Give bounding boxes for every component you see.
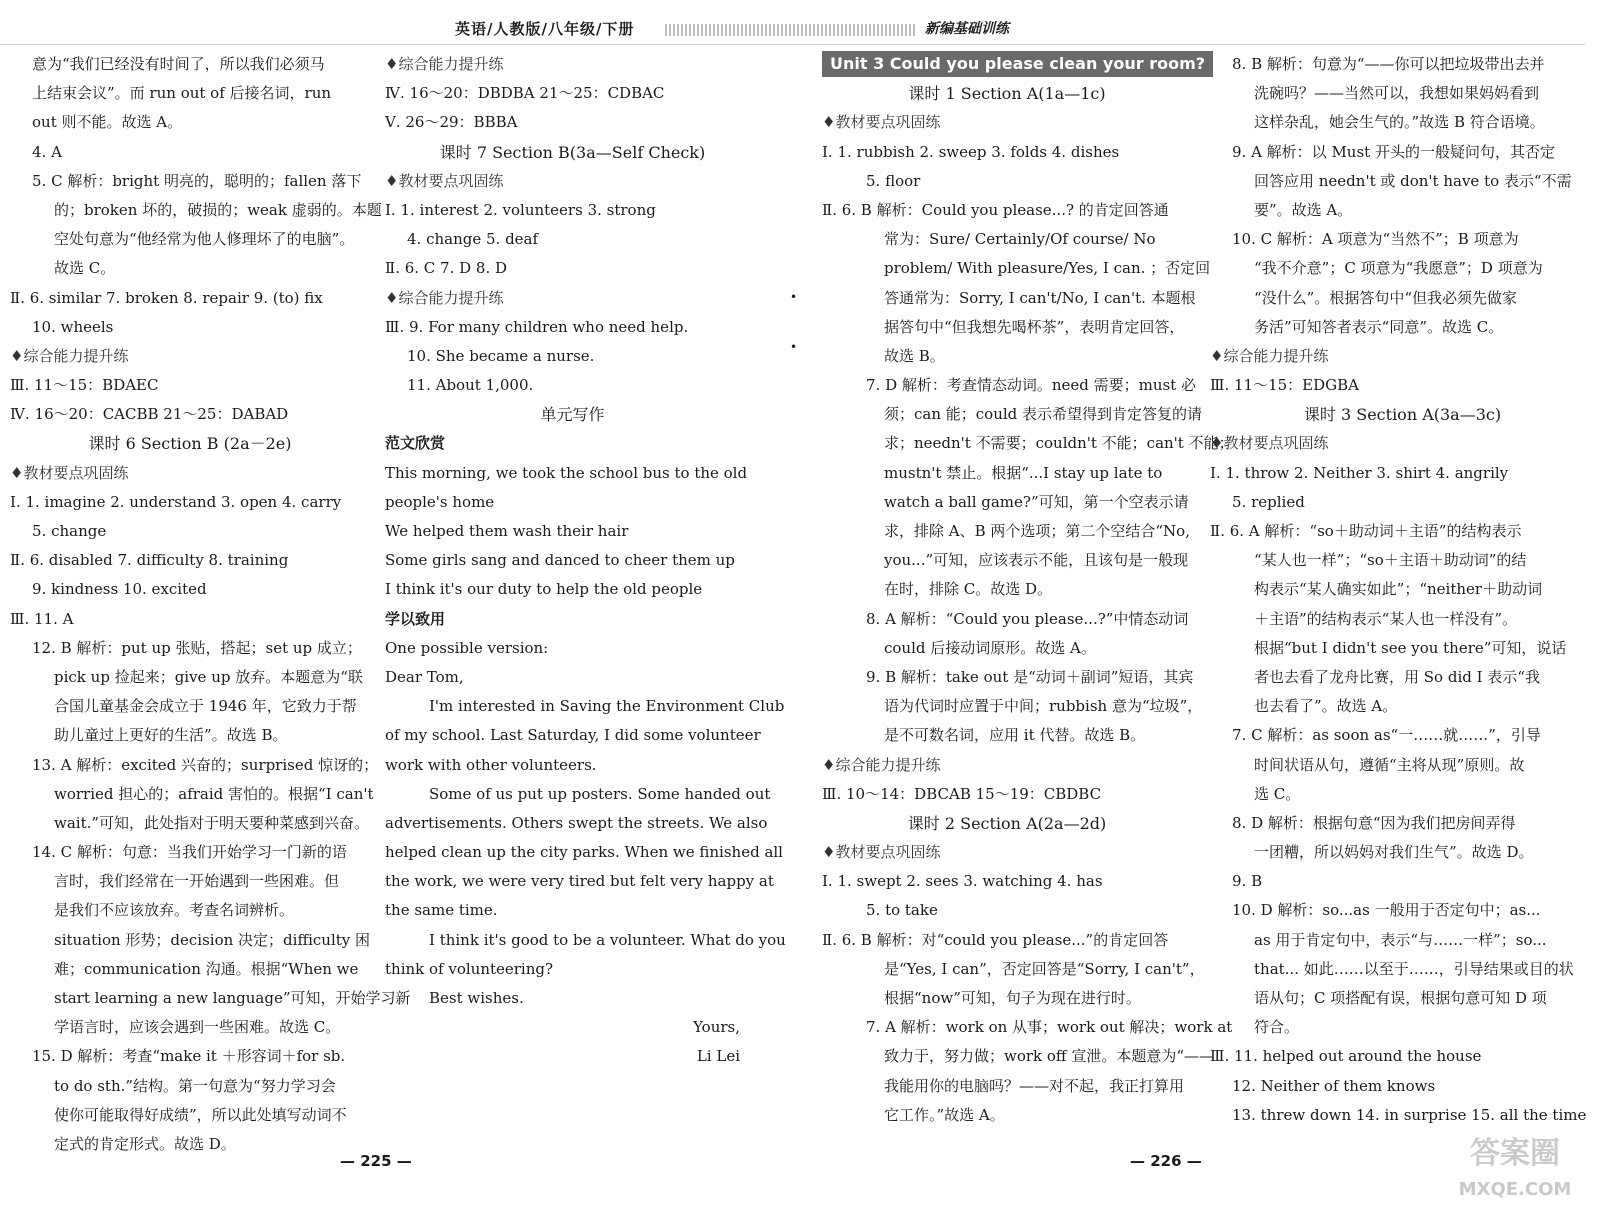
answer-line: ♦教材要点巩固练 xyxy=(822,113,941,132)
answer-line: could 后接动词原形。故选 A。 xyxy=(884,638,1096,657)
answer-line: Ⅲ. 11～15：BDAEC xyxy=(10,376,159,395)
column-1 xyxy=(10,50,411,1159)
answer-line: 9. B xyxy=(1232,872,1263,891)
answer-line: that... 如此……以至于……，引导结果或目的状 xyxy=(1254,959,1574,978)
scan-dot: • xyxy=(790,290,798,304)
answer-line: Ⅲ. 10～14：DBCAB 15～19：CBDBC xyxy=(822,784,1102,803)
answer-line: 是我们不应该放弃。考查名词辨析。 xyxy=(54,901,295,920)
answer-line: 者也去看了龙舟比赛，用 So did I 表示“我 xyxy=(1254,667,1540,686)
answer-line: 学语言时，应该会遇到一些困难。故选 C。 xyxy=(54,1018,341,1037)
answer-line: 也去看了”。故选 A。 xyxy=(1254,697,1398,716)
answer-line: ♦综合能力提升练 xyxy=(1210,346,1329,365)
answer-line: 10. wheels xyxy=(32,317,114,336)
answer-line: 在时，排除 C。故选 D。 xyxy=(884,580,1053,599)
answer-line: 据答句中“但我想先喝杯茶”，表明肯定回答， xyxy=(884,317,1185,336)
answer-line: 5. C 解析：bright 明亮的，聪明的；fallen 落下 xyxy=(32,171,362,190)
answer-line: 定式的肯定形式。故选 D。 xyxy=(54,1134,236,1153)
answer-line: 10. C 解析：A 项意为“当然不”；B 项意为 xyxy=(1232,230,1519,249)
answer-line: of my school. Last Saturday, I did some volunteer xyxy=(385,726,761,745)
answer-line: 助儿童过上更好的生活”。故选 B。 xyxy=(54,726,288,745)
answer-line: 12. Neither of them knows xyxy=(1232,1076,1436,1095)
answer-line: I think it's good to be a volunteer. What do you xyxy=(429,930,786,949)
answer-line: 求，排除 A、B 两个选项；第二个空结合“No, xyxy=(884,522,1190,540)
answer-line: ♦综合能力提升练 xyxy=(385,288,504,307)
answer-line: Ⅳ. 16～20：DBDBA 21～25：CDBAC xyxy=(385,84,665,103)
answer-line: 时间状语从句，遵循“主将从现”原则。故 xyxy=(1254,755,1525,774)
answer-line: Ⅲ. 9. For many children who need help. xyxy=(385,317,689,336)
answer-line: 这样杂乱，她会生气的。”故选 B 符合语境。 xyxy=(1254,113,1545,132)
answer-line: 11. About 1,000. xyxy=(407,376,534,395)
answer-line: problem/ With pleasure/Yes, I can. ；否定回 xyxy=(884,259,1211,278)
answer-line: “没什么”。根据答句中“但我必须先做家 xyxy=(1254,288,1518,307)
answer-line: 13. A 解析：excited 兴奋的；surprised 惊讶的； xyxy=(32,755,379,774)
answer-line: ♦教材要点巩固练 xyxy=(10,463,129,482)
page-number-right: — 226 — xyxy=(1130,1152,1202,1170)
answer-line: out 则不能。故选 A。 xyxy=(32,113,183,132)
answer-line: Ⅱ. 6. disabled 7. difficulty 8. training xyxy=(10,551,289,570)
answer-line: 课时 6 Section B (2a－2e) xyxy=(88,434,292,454)
answer-line: 课时 3 Section A(3a—3c) xyxy=(1303,405,1502,425)
header-rule xyxy=(0,44,1585,45)
watermark-url: MXQE.COM xyxy=(1458,1179,1572,1200)
answer-line: 合国儿童基金会成立于 1946 年，它致力于帮 xyxy=(54,697,357,716)
answer-line: 4. A xyxy=(32,142,62,161)
answer-line: 的；broken 坏的，破损的；weak 虚弱的。本题 xyxy=(54,200,382,219)
answer-line: 根据“now”可知，句子为现在进行时。 xyxy=(884,989,1141,1007)
answer-line: 单元写作 xyxy=(540,405,605,425)
answer-line: 12. B 解析：put up 张贴，搭起；set up 成立； xyxy=(32,638,362,657)
answer-line: Ⅱ. 6. B 解析：Could you please...? 的肯定回答通 xyxy=(822,200,1169,219)
answer-line: 回答应用 needn't 或 don't have to 表示“不需 xyxy=(1254,171,1572,190)
answer-line: Ⅱ. 6. C 7. D 8. D xyxy=(385,259,508,278)
answer-line: 5. to take xyxy=(866,901,938,920)
answer-line: 是不可数名词，应用 it 代替。故选 B。 xyxy=(884,726,1146,745)
answer-line: advertisements. Others swept the streets. We also xyxy=(385,813,768,832)
answer-line: ♦教材要点巩固练 xyxy=(385,171,504,190)
answer-line: “某人也一样”；“so＋主语＋助动词”的结 xyxy=(1254,551,1527,570)
answer-line: 选 C。 xyxy=(1254,784,1301,803)
answer-line: 致力于，努力做；work off 宣泄。本题意为“—— xyxy=(884,1047,1215,1066)
answer-line: One possible version: xyxy=(385,638,549,657)
answer-line: 要”。故选 A。 xyxy=(1254,200,1353,219)
answer-line: Ⅰ. 1. swept 2. sees 3. watching 4. has xyxy=(822,872,1103,891)
answer-line: 符合。 xyxy=(1254,1018,1300,1037)
answer-line: 5. replied xyxy=(1232,492,1305,511)
answer-line: Ⅰ. 1. imagine 2. understand 3. open 4. carry xyxy=(10,492,342,511)
unit-title: Unit 3 Could you please clean your room? xyxy=(822,51,1213,77)
answer-line: 8. D 解析：根据句意“因为我们把房间弄得 xyxy=(1232,813,1516,832)
answer-line: 课时 1 Section A(1a—1c) xyxy=(908,84,1106,104)
answer-line: 须；can 能；could 表示希望得到肯定答复的请 xyxy=(884,405,1203,424)
answer-line: wait.”可知，此处指对于明天要种菜感到兴奋。 xyxy=(54,813,370,832)
answer-line: Li Lei xyxy=(696,1047,740,1066)
answer-line: 上结束会议”。而 run out of 后接名词，run xyxy=(32,84,332,103)
answer-line: Ⅲ. 11～15：EDGBA xyxy=(1210,376,1359,395)
answer-line: mustn't 禁止。根据“...I stay up late to xyxy=(884,463,1163,482)
answer-line: 难；communication 沟通。根据“When we xyxy=(54,959,359,978)
answer-line: worried 担心的；afraid 害怕的。根据“I can't xyxy=(54,784,374,803)
answer-line: ♦教材要点巩固练 xyxy=(822,843,941,862)
answer-line: Ⅲ. 11. A xyxy=(10,609,74,628)
answer-line: work with other volunteers. xyxy=(385,755,597,774)
answer-line: ♦综合能力提升练 xyxy=(10,346,129,365)
answer-line: 课时 2 Section A(2a—2d) xyxy=(907,813,1107,833)
answer-line: 语为代词时应置于中间；rubbish 意为“垃圾”， xyxy=(884,697,1203,716)
answer-line: Yours, xyxy=(693,1018,740,1037)
answer-line: Some girls sang and danced to cheer them up xyxy=(385,551,735,570)
answer-line: We helped them wash their hair xyxy=(385,522,629,540)
answer-line: 5. floor xyxy=(866,171,921,190)
answer-line: to do sth.”结构。第一句意为“努力学习会 xyxy=(54,1076,336,1095)
answer-line: I think it's our duty to help the old people xyxy=(385,580,703,599)
answer-line: 答通常为：Sorry, I can't/No, I can't. 本题根 xyxy=(884,288,1196,307)
answer-line: 8. A 解析：“Could you please...?”中情态动词 xyxy=(866,609,1189,628)
answer-line: 10. She became a nurse. xyxy=(407,346,595,365)
answer-line: 根据“but I didn't see you there”可知，说话 xyxy=(1254,638,1567,657)
answer-line: 空处句意为“他经常为他人修理坏了的电脑”。 xyxy=(54,230,355,249)
answer-line: 它工作。”故选 A。 xyxy=(884,1105,1005,1124)
answer-line: Ⅳ. 16～20：CACBB 21～25：DABAD xyxy=(10,405,289,424)
answer-line: 构表示“某人确实如此”；“neither＋助动词 xyxy=(1254,580,1543,599)
unit-title-row xyxy=(822,50,1206,79)
answer-line: Some of us put up posters. Some handed out xyxy=(429,784,771,803)
answer-line: situation 形势；decision 决定；difficulty 困 xyxy=(54,930,371,949)
answer-line: ♦综合能力提升练 xyxy=(385,55,504,73)
page-header xyxy=(455,14,1155,42)
answer-line: as 用于肯定句中，表示“与……一样”；so... xyxy=(1254,930,1547,949)
answer-line: 13. threw down 14. in surprise 15. all the time xyxy=(1232,1105,1587,1124)
answer-line: 故选 C。 xyxy=(54,259,116,278)
answer-line: This morning, we took the school bus to the old xyxy=(385,463,748,482)
answer-line: 意为“我们已经没有时间了，所以我们必须马 xyxy=(32,55,325,73)
answer-line: 7. D 解析：考查情态动词。need 需要；must 必 xyxy=(866,376,1197,395)
answer-line: Dear Tom, xyxy=(385,667,464,686)
answer-line: Best wishes. xyxy=(429,989,524,1007)
answer-line: you...”可知，应该表示不能，且该句是一般现 xyxy=(884,551,1189,570)
header-series: 新编基础训练 xyxy=(925,21,1009,37)
answer-line: 洗碗吗？——当然可以，我想如果妈妈看到 xyxy=(1254,84,1540,103)
answer-line: 9. B 解析：take out 是“动词＋副词”短语，其宾 xyxy=(866,667,1194,686)
answer-line: 范文欣赏 xyxy=(385,434,446,453)
answer-line: 5. change xyxy=(32,522,107,540)
answer-line: pick up 捡起来；give up 放弃。本题意为“联 xyxy=(54,667,363,686)
answer-line: 7. A 解析：work on 从事；work out 解决；work at xyxy=(866,1018,1233,1037)
answer-line: Ⅰ. 1. throw 2. Neither 3. shirt 4. angrily xyxy=(1210,463,1509,482)
answer-line: Ⅰ. 1. rubbish 2. sweep 3. folds 4. dishes xyxy=(822,142,1120,161)
answer-line: start learning a new language”可知，开始学习新 xyxy=(54,989,411,1007)
answer-line: watch a ball game?”可知，第一个空表示请 xyxy=(884,492,1189,511)
answer-line: 14. C 解析：句意：当我们开始学习一门新的语 xyxy=(32,843,347,862)
answer-line: Ⅲ. 11. helped out around the house xyxy=(1210,1047,1482,1066)
answer-line: 9. A 解析：以 Must 开头的一般疑问句，其否定 xyxy=(1232,142,1555,161)
answer-line: people's home xyxy=(385,492,495,511)
answer-line: Ⅱ. 6. A 解析：“so＋助动词＋主语”的结构表示 xyxy=(1210,522,1522,540)
header-subject: 英语/人教版/八年级/下册 xyxy=(455,20,635,38)
answer-line: ♦综合能力提升练 xyxy=(822,755,941,774)
watermark-text: 答案圈 xyxy=(1470,1136,1560,1171)
answer-line: 7. C 解析：as soon as“一……就……”，引导 xyxy=(1232,726,1541,745)
answer-line: 10. D 解析：so...as 一般用于否定句中；as... xyxy=(1232,901,1541,920)
answer-line: Ⅰ. 1. interest 2. volunteers 3. strong xyxy=(385,200,656,219)
scan-dot: • xyxy=(790,340,798,354)
answer-line: 9. kindness 10. excited xyxy=(32,580,207,599)
answer-line: “我不介意”；C 项意为“我愿意”；D 项意为 xyxy=(1254,259,1543,278)
answer-line: ♦教材要点巩固练 xyxy=(1210,434,1329,453)
answer-line: 我能用你的电脑吗？——对不起，我正打算用 xyxy=(884,1076,1185,1095)
answer-line: the same time. xyxy=(385,901,498,920)
answer-line: 15. D 解析：考查“make it ＋形容词＋for sb. xyxy=(32,1047,346,1066)
answer-line: 故选 B。 xyxy=(884,346,945,365)
answer-line: 语从句；C 项搭配有误，根据句意可知 D 项 xyxy=(1254,989,1547,1007)
answer-line: Ⅱ. 6. similar 7. broken 8. repair 9. (to) fix xyxy=(10,288,323,307)
page-number-left: — 225 — xyxy=(340,1152,412,1170)
column-3 xyxy=(822,50,1234,1130)
watermark-logo xyxy=(1440,1130,1590,1220)
answer-line: 8. B 解析：句意为“——你可以把垃圾带出去并 xyxy=(1232,55,1545,73)
answer-line: helped clean up the city parks. When we finished all xyxy=(385,843,783,862)
column-4 xyxy=(1210,50,1595,1130)
header-decoration xyxy=(665,24,915,36)
answer-line: I'm interested in Saving the Environment Club xyxy=(429,697,785,716)
answer-line: 务活”可知答者表示“同意”。故选 C。 xyxy=(1254,317,1504,336)
answer-line: Ⅱ. 6. B 解析：对“could you please...”的肯定回答 xyxy=(822,930,1169,949)
answer-line: 言时，我们经常在一开始遇到一些困难。但 xyxy=(54,872,340,891)
answer-line: 一团糟，所以妈妈对我们生气”。故选 D。 xyxy=(1254,843,1534,862)
answer-line: 求；needn't 不需要；couldn't 不能；can't 不能； xyxy=(884,434,1234,453)
answer-line: 学以致用 xyxy=(385,609,446,628)
answer-line: 常为：Sure/ Certainly/Of course/ No xyxy=(884,230,1156,249)
answer-line: Ⅴ. 26～29：BBBA xyxy=(385,113,518,132)
answer-line: 4. change 5. deaf xyxy=(407,230,539,249)
column-2 xyxy=(385,50,786,1072)
answer-line: 是“Yes, I can”，否定回答是“Sorry, I can't”， xyxy=(884,959,1205,978)
answer-line: ＋主语”的结构表示“某人也一样没有”。 xyxy=(1254,609,1518,628)
answer-line: think of volunteering? xyxy=(385,959,554,978)
answer-line: 课时 7 Section B(3a—Self Check) xyxy=(439,142,706,162)
answer-line: the work, we were very tired but felt very happy at xyxy=(385,872,774,891)
answer-line: 使你可能取得好成绩”，所以此处填写动词不 xyxy=(54,1105,347,1124)
